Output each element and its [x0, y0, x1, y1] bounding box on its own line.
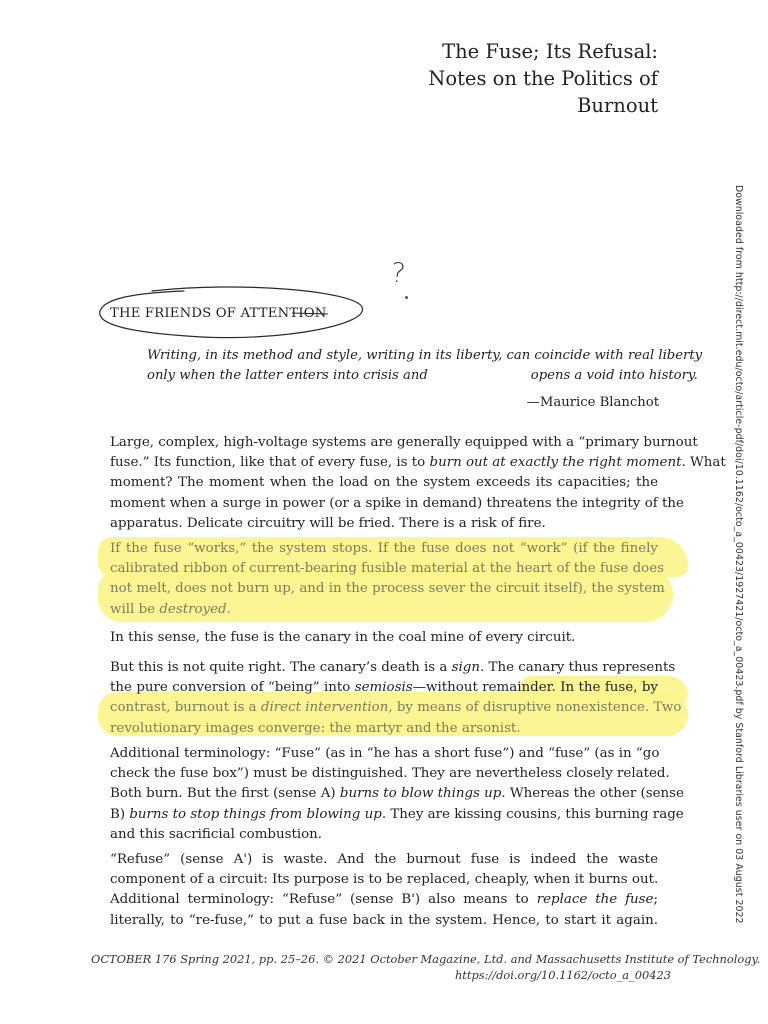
- article-title: [328, 38, 658, 119]
- p5-line-3-a: Both burn. But the first (sense A): [110, 786, 340, 802]
- p1-line-2-b: . What: [681, 455, 726, 471]
- epigraph-line-2: [147, 366, 698, 386]
- p5-emphasis-a: burns to blow things up: [339, 786, 502, 802]
- p4-emphasis-semiosis: semiosis: [354, 680, 413, 696]
- p6-line-1: “Refuse” (sense A') is waste. And the burnout fuse is indeed the waste: [110, 852, 658, 867]
- section-heading: THE FRIENDS OF ATTENTION: [110, 306, 327, 321]
- p5-line-1: Additional terminology: “Fuse” (as in “he has a short fuse”) and “fuse” (as in “go: [110, 746, 660, 761]
- footer-citation: OCTOBER 176 Spring 2021, pp. 25–26. © 2021 October Magazine, Ltd. and Massachusetts Institute of Technology.: [91, 952, 761, 966]
- p1-line-1: Large, complex, high-voltage systems are generally equipped with a “primary burnout: [110, 435, 698, 450]
- p2-line-2: calibrated ribbon of current-bearing fusible material at the heart of the fuse does: [110, 561, 665, 577]
- p5-line-4-a: B): [110, 806, 130, 822]
- p4-line-2: [110, 678, 658, 698]
- p4-line-3-a: contrast, burnout is a: [110, 700, 261, 716]
- p1-line-3: moment? The moment when the load on the system exceeds its capacities; the: [110, 475, 658, 491]
- citation-footer: [91, 951, 761, 983]
- epigraph-line-1: Writing, in its method and style, writing in its liberty, can coincide with real liberty: [147, 348, 703, 363]
- p1-line-5: apparatus. Delicate circuitry will be fried. There is a risk of fire.: [110, 515, 546, 531]
- footer-doi-link[interactable]: https://doi.org/10.1162/octo_a_00423: [454, 968, 671, 982]
- p5-line-3-b: . Whereas the other (sense: [501, 786, 684, 802]
- epigraph-line-2-start: only when the latter enters into crisis and: [147, 368, 428, 383]
- paragraph-1: [110, 433, 726, 534]
- p2-line-4-a: will be: [110, 601, 160, 617]
- paragraph-5: [110, 744, 684, 845]
- title-line-3: Burnout: [577, 94, 658, 117]
- p4-emphasis-intervention: direct intervention: [260, 700, 389, 716]
- p6-line-3-a: Additional terminology: “Refuse” (sense B') also means to: [110, 892, 537, 908]
- download-notice: Downloaded from http://direct.mit.edu/octo/article-pdf/doi/10.1162/octo_a_00423/1927421/octo_a_00423.pdf by Stanford Libraries user on 03 August 2022: [733, 185, 744, 924]
- p5-line-3: [110, 784, 684, 804]
- p4-line-1-b: . The canary thus represents: [480, 660, 676, 675]
- p4-line-1-a: But this is not quite right. The canary’s death is a: [110, 660, 452, 675]
- p4-line-1: [110, 658, 676, 678]
- p4-line-2-a: the pure conversion of “being” into: [110, 680, 355, 696]
- epigraph: [147, 346, 703, 386]
- question-mark-dot: [405, 296, 408, 299]
- p6-emphasis: replace the fuse: [536, 892, 654, 908]
- p4-line-2-b: —without remainder. In the fuse, by: [412, 680, 658, 696]
- p1-line-4: moment when a surge in power (or a spike in demand) threatens the integrity of the: [110, 495, 684, 511]
- paragraph-4: [110, 658, 682, 739]
- p1-line-2-a: fuse.” Its function, like that of every fuse, is to: [110, 455, 430, 471]
- p1-emphasis: burn out at exactly the right moment: [429, 455, 682, 471]
- p4-line-3-b: , by means of disruptive nonexistence. Two: [388, 700, 682, 716]
- p4-emphasis-sign: sign: [451, 660, 480, 675]
- p2-line-1: If the fuse “works,” the system stops. If the fuse does not “work” (if the finely: [110, 541, 658, 556]
- p2-emphasis: destroyed: [159, 601, 227, 617]
- p6-line-3-b: ;: [653, 892, 658, 908]
- title-line-2: Notes on the Politics of: [428, 67, 658, 90]
- p2-line-4-b: .: [226, 601, 231, 617]
- p6-line-2: component of a circuit: Its purpose is to be replaced, cheaply, when it burns out.: [110, 872, 659, 888]
- p3-line-1: In this sense, the fuse is the canary in the coal mine of every circuit.: [110, 630, 576, 645]
- p5-line-5: and this sacrificial combustion.: [110, 826, 323, 842]
- p4-line-4: revolutionary images converge: the martyr and the arsonist.: [110, 720, 521, 736]
- p1-line-2: [110, 453, 726, 473]
- p2-line-4: [110, 600, 658, 620]
- paragraph-3: [110, 628, 658, 648]
- p6-line-4: literally, to “re-fuse,” to put a fuse back in the system. Hence, to start it again.: [110, 912, 658, 928]
- paragraph-6: [110, 850, 658, 931]
- p2-line-3: not melt, does not burn up, and in the process sever the circuit itself), the system: [110, 581, 665, 597]
- handwritten-question-mark: ?: [389, 257, 407, 290]
- p5-line-4: [110, 805, 684, 825]
- title-line-1: The Fuse; Its Refusal:: [442, 40, 658, 63]
- p6-line-3: [110, 890, 658, 910]
- epigraph-attribution: —Maurice Blanchot: [526, 395, 659, 410]
- paragraph-2-highlighted: [110, 539, 665, 620]
- p5-emphasis-b: burns to stop things from blowing up: [129, 806, 382, 822]
- epigraph-line-2-end: opens a void into history.: [530, 368, 698, 383]
- p5-line-4-b: . They are kissing cousins, this burning rage: [381, 806, 684, 822]
- p5-line-2: check the fuse box”) must be distinguished. They are nevertheless closely related.: [110, 766, 670, 782]
- p4-line-3: [110, 698, 682, 718]
